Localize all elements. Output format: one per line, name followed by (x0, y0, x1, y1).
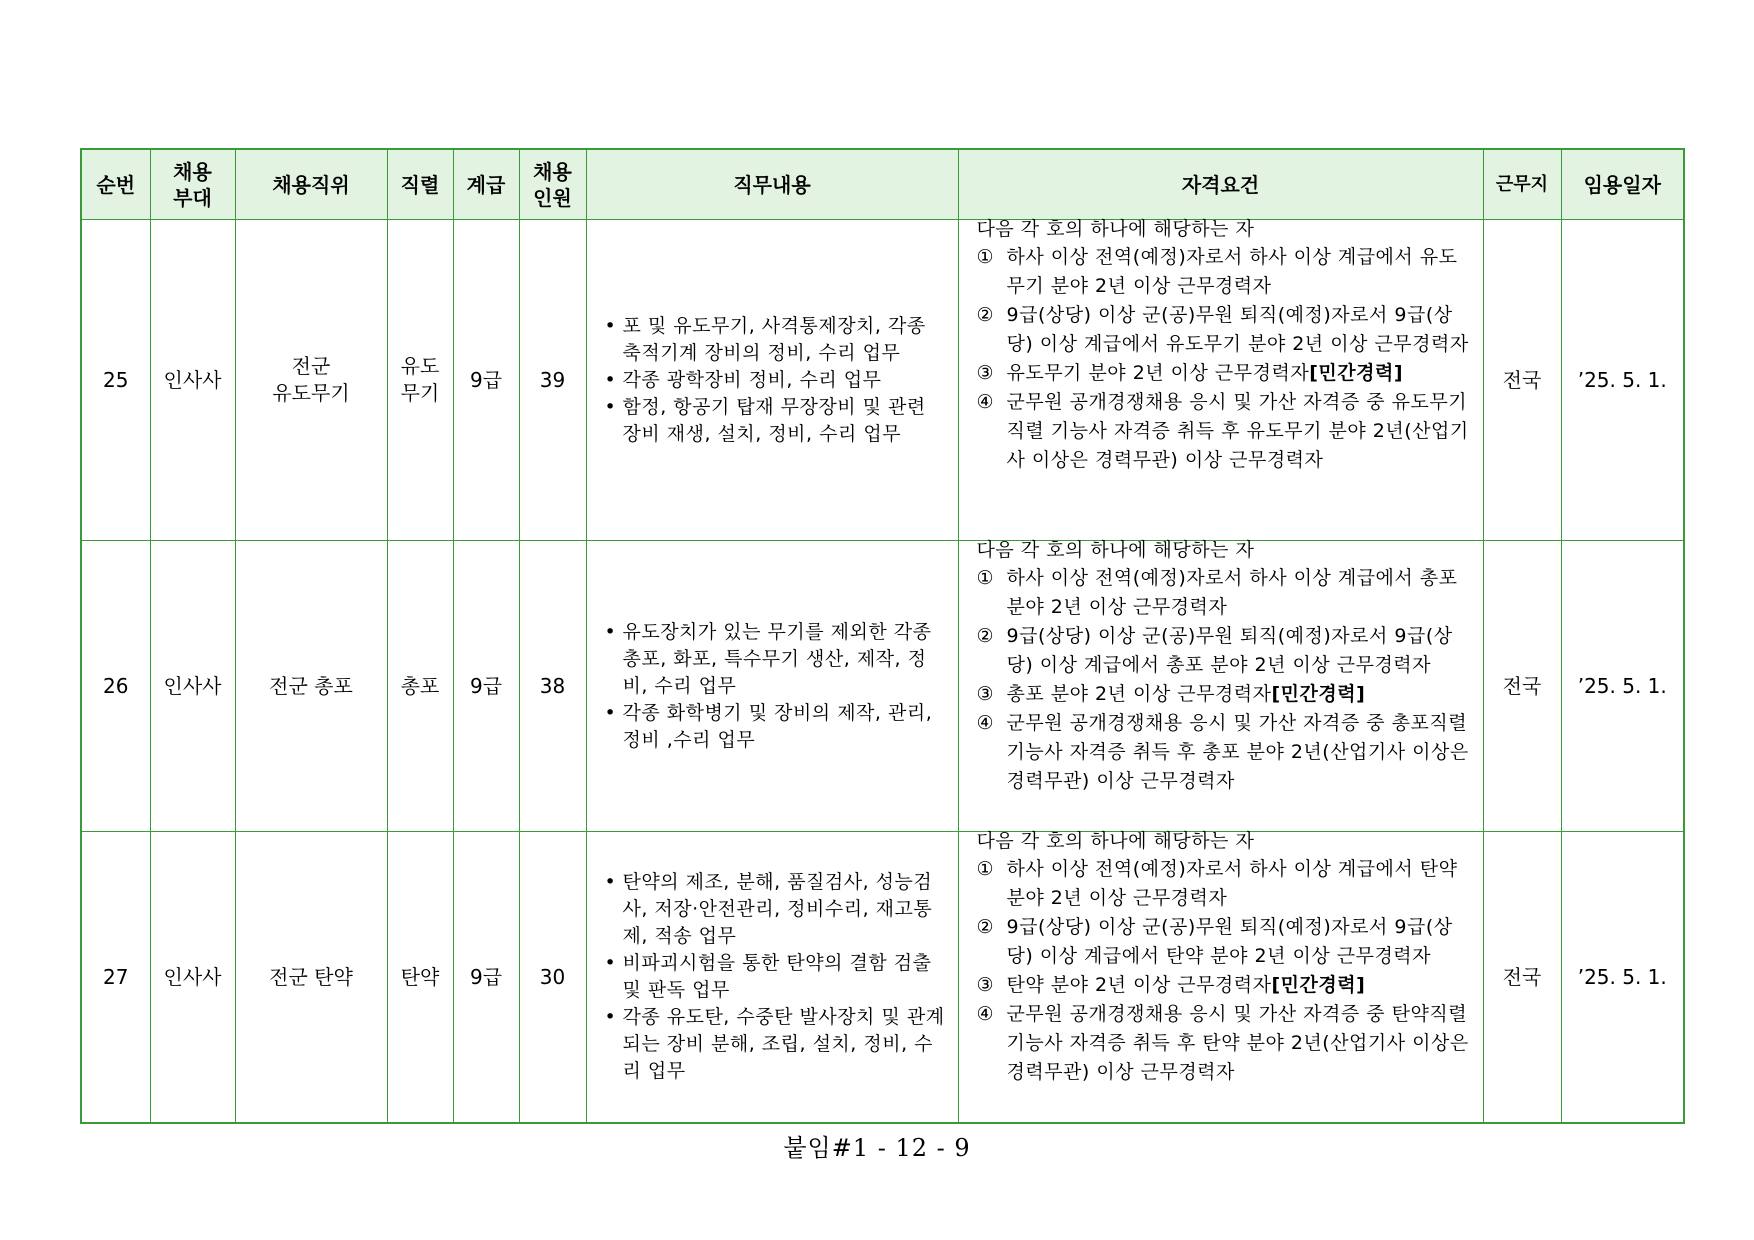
qualification-text: 군무원 공개경쟁채용 응시 및 가산 자격증 중 유도무기직렬 기능사 자격증 취득 후 유도무기 분야 2년(산업기사 이상은 경력무관) 이상 근무경력자 (1006, 391, 1469, 471)
cell-no (81, 832, 150, 1124)
cell-unit-text: 인사사 (163, 964, 222, 989)
duty-item: • 각종 화학병기 및 장비의 제작, 관리, 정비 ,수리 업무 (605, 700, 950, 754)
qualification-item (977, 913, 1475, 971)
cell-unit (150, 220, 235, 541)
qualification-text: 9급(상당) 이상 군(공)무원 퇴직(예정)자로서 9급(상당) 이상 계급에서 탄약 분야 2년 이상 근무경력자 (1006, 916, 1453, 967)
duty-item: • 함정, 항공기 탑재 무장장비 및 관련 장비 재생, 설치, 정비, 수리 업무 (605, 394, 950, 448)
qualification-marker: ④ (976, 391, 995, 413)
duty-list (605, 619, 950, 754)
cell-location: 전국 (1483, 832, 1561, 1124)
recruitment-table (80, 148, 1685, 1124)
qualification-marker: ③ (976, 974, 995, 996)
qualification-item (977, 388, 1475, 475)
qualification-list (977, 243, 1475, 475)
table-row (81, 541, 1684, 832)
cell-unit (150, 832, 235, 1124)
cell-date: ’25. 5. 1. (1561, 220, 1684, 541)
header-count (519, 149, 586, 220)
duty-item: • 탄약의 제조, 분해, 품질검사, 성능검사, 저장·안전관리, 정비수리, 재고통제, 적송 업무 (605, 869, 950, 950)
cell-qualification (958, 220, 1483, 541)
cell-series-text: 탄약 (400, 964, 440, 989)
qualification-item (977, 680, 1475, 709)
qualification-intro: 다음 각 호의 하나에 해당하는 자 (976, 218, 1255, 240)
duty-item: • 각종 유도탄, 수중탄 발사장치 및 관계되는 장비 분해, 조립, 설치, 정비, 수리 업무 (605, 1004, 950, 1085)
header-location: 근무지 (1483, 149, 1561, 220)
cell-unit-text: 인사사 (163, 367, 222, 392)
header-grade: 계급 (453, 149, 519, 220)
qualification-text: 군무원 공개경쟁채용 응시 및 가산 자격증 중 탄약직렬 기능사 자격증 취득 후 탄약 분야 2년(산업기사 이상은 경력무관) 이상 근무경력자 (1006, 1003, 1469, 1083)
qualification-list (977, 855, 1475, 1087)
cell-position (235, 220, 387, 541)
cell-no-text: 25 (103, 367, 129, 392)
qualification-text: 군무원 공개경쟁채용 응시 및 가산 자격증 중 총포직렬 기능사 자격증 취득 후 총포 분야 2년(산업기사 이상은 경력무관) 이상 근무경력자 (1006, 712, 1469, 792)
cell-date: ’25. 5. 1. (1561, 541, 1684, 832)
header-row (81, 149, 1684, 220)
qualification-marker: ① (976, 246, 995, 268)
header-line: 부대 (173, 185, 212, 210)
header-duty: 직무내용 (586, 149, 958, 220)
qualification-item (977, 564, 1475, 622)
qualification-text: 총포 분야 2년 이상 근무경력자 (1006, 683, 1272, 705)
cell-grade (453, 541, 519, 832)
qualification-marker: ③ (976, 362, 995, 384)
cell-position-text: 전군 총포 (269, 673, 353, 698)
duty-list (605, 313, 950, 448)
qualification-marker: ③ (976, 683, 995, 705)
qualification-text: 하사 이상 전역(예정)자로서 하사 이상 계급에서 유도무기 분야 2년 이상 근무경력자 (1006, 246, 1458, 297)
cell-series (387, 832, 453, 1124)
cell-position (235, 541, 387, 832)
cell-series-text: 유도 (400, 354, 440, 378)
header-no: 순번 (81, 149, 150, 220)
cell-position-text: 유도무기 (272, 381, 350, 405)
cell-grade-text: 9급 (469, 673, 503, 698)
civilian-career-tag: [민간경력] (1271, 974, 1366, 996)
cell-grade-text: 9급 (469, 964, 503, 989)
qualification-intro: 다음 각 호의 하나에 해당하는 자 (976, 830, 1255, 852)
cell-count-text: 38 (539, 673, 566, 698)
civilian-career-tag: [민간경력] (1271, 683, 1366, 705)
duty-item: • 각종 광학장비 정비, 수리 업무 (605, 367, 950, 394)
cell-qualification (958, 832, 1483, 1124)
cell-count (519, 541, 586, 832)
cell-count (519, 220, 586, 541)
cell-position-text: 전군 (291, 354, 331, 378)
civilian-career-tag: [민간경력] (1309, 362, 1404, 384)
page-number-footer: 붙임#1 - 12 - 9 (783, 1134, 971, 1162)
qualification-marker: ② (976, 625, 995, 647)
qualification-marker: ② (976, 916, 995, 938)
cell-no (81, 220, 150, 541)
qualification-text: 하사 이상 전역(예정)자로서 하사 이상 계급에서 탄약 분야 2년 이상 근무경력자 (1006, 858, 1458, 909)
cell-duty (586, 832, 958, 1124)
header-line: 채용 (173, 159, 212, 184)
cell-series (387, 220, 453, 541)
qualification-marker: ① (976, 567, 995, 589)
cell-count-text: 30 (539, 964, 566, 989)
qualification-marker: ① (976, 858, 995, 880)
qualification-text: 9급(상당) 이상 군(공)무원 퇴직(예정)자로서 9급(상당) 이상 계급에서 총포 분야 2년 이상 근무경력자 (1006, 625, 1453, 676)
qualification-item (977, 709, 1475, 796)
duty-item: • 유도장치가 있는 무기를 제외한 각종 총포, 화포, 특수무기 생산, 제작, 정비, 수리 업무 (605, 619, 950, 700)
qualification-marker: ④ (976, 1003, 995, 1025)
qualification-text: 유도무기 분야 2년 이상 근무경력자 (1006, 362, 1310, 384)
cell-qualification (958, 541, 1483, 832)
qualification-list (977, 564, 1475, 796)
header-line: 채용 (533, 159, 572, 184)
cell-grade (453, 832, 519, 1124)
qualification-intro: 다음 각 호의 하나에 해당하는 자 (976, 539, 1255, 561)
cell-unit-text: 인사사 (163, 673, 222, 698)
duty-list (605, 869, 950, 1085)
cell-position-text: 전군 탄약 (269, 964, 353, 989)
duty-item: • 포 및 유도무기, 사격통제장치, 각종 축적기계 장비의 정비, 수리 업무 (605, 313, 950, 367)
cell-duty (586, 541, 958, 832)
qualification-item (977, 971, 1475, 1000)
qualification-item (977, 622, 1475, 680)
cell-no-text: 27 (103, 964, 129, 989)
qualification-text: 하사 이상 전역(예정)자로서 하사 이상 계급에서 총포 분야 2년 이상 근무경력자 (1006, 567, 1458, 618)
qualification-item (977, 855, 1475, 913)
cell-count-text: 39 (539, 367, 566, 392)
qualification-item (977, 243, 1475, 301)
header-position: 채용직위 (235, 149, 387, 220)
duty-item: • 비파괴시험을 통한 탄약의 결함 검출 및 판독 업무 (605, 950, 950, 1004)
cell-series (387, 541, 453, 832)
qualification-item (977, 359, 1475, 388)
header-unit (150, 149, 235, 220)
cell-series-text: 총포 (400, 673, 440, 698)
qualification-item (977, 301, 1475, 359)
cell-location: 전국 (1483, 541, 1561, 832)
header-line: 인원 (533, 185, 572, 210)
qualification-text: 탄약 분야 2년 이상 근무경력자 (1006, 974, 1272, 996)
cell-grade-text: 9급 (469, 367, 503, 392)
qualification-marker: ④ (976, 712, 995, 734)
table-row (81, 832, 1684, 1124)
qualification-item (977, 1000, 1475, 1087)
cell-no (81, 541, 150, 832)
cell-date: ’25. 5. 1. (1561, 832, 1684, 1124)
header-qualification: 자격요건 (958, 149, 1483, 220)
cell-series-text: 무기 (400, 381, 440, 405)
qualification-text: 9급(상당) 이상 군(공)무원 퇴직(예정)자로서 9급(상당) 이상 계급에서 유도무기 분야 2년 이상 근무경력자 (1006, 304, 1469, 355)
cell-no-text: 26 (103, 673, 129, 698)
cell-unit (150, 541, 235, 832)
table-row (81, 220, 1684, 541)
header-date: 임용일자 (1561, 149, 1684, 220)
cell-position (235, 832, 387, 1124)
cell-duty (586, 220, 958, 541)
cell-location: 전국 (1483, 220, 1561, 541)
cell-count (519, 832, 586, 1124)
qualification-marker: ② (976, 304, 995, 326)
header-series: 직렬 (387, 149, 453, 220)
cell-grade (453, 220, 519, 541)
